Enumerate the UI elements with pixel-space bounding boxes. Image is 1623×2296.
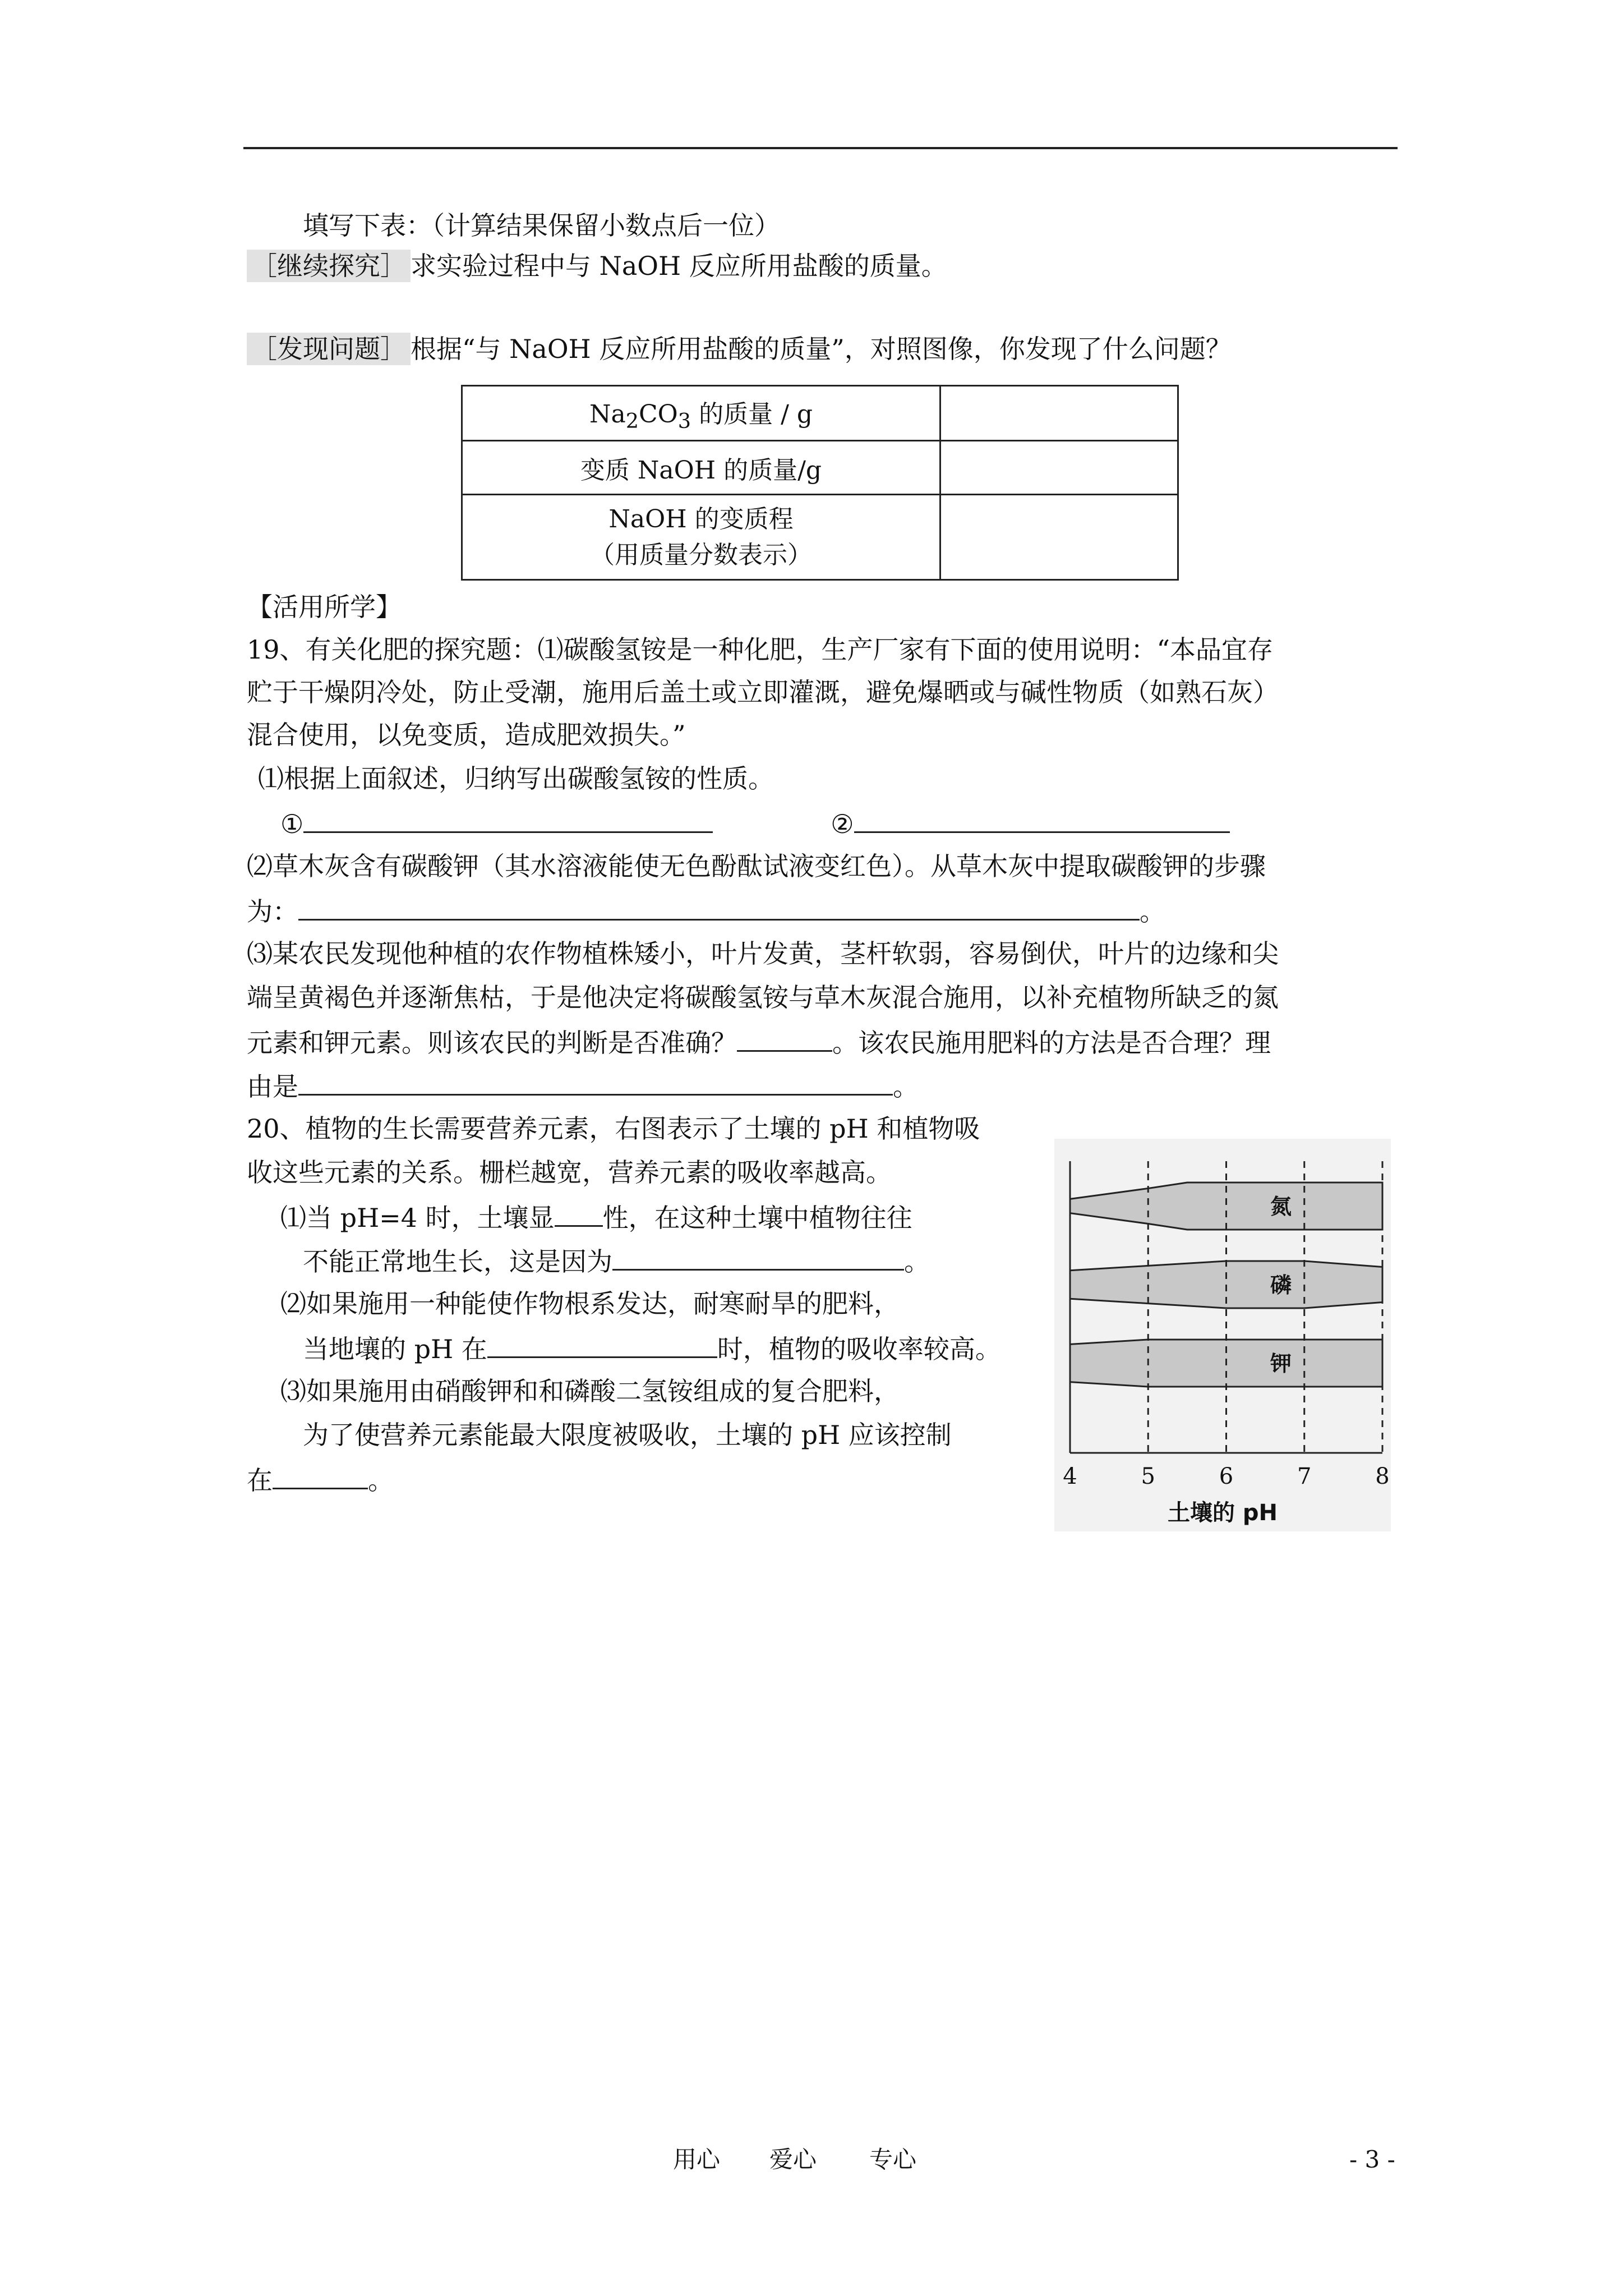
table-label-naoh-mass: 变质 NaOH 的质量/g: [462, 441, 940, 495]
p3-reason-prefix: 由是: [247, 1071, 298, 1102]
s1-suffix: 性，在这种土壤中植物往往: [602, 1203, 912, 1233]
answer-table: [461, 385, 1179, 581]
q20-sub3-line1: ⑶如果施用由硝酸钾和和磷酸二氢铵组成的复合肥料，: [280, 1376, 900, 1406]
chart-tick-label: 7: [1297, 1464, 1312, 1489]
table-answer-cell-1[interactable]: [940, 386, 1178, 441]
answer-blank-2[interactable]: [854, 806, 1230, 833]
chart-tick-label: 6: [1219, 1464, 1234, 1489]
discover-problem: [247, 332, 1232, 366]
chart-tick-label: 8: [1375, 1464, 1390, 1489]
answer-blank-ph-range[interactable]: [487, 1331, 717, 1358]
answer-blank-acidity[interactable]: [555, 1199, 603, 1227]
chart-tick-label: 5: [1141, 1464, 1155, 1489]
intro-line: 填写下表：（计算结果保留小数点后一位）: [303, 210, 780, 241]
s1b-prefix: 不能正常地生长，这是因为: [303, 1246, 612, 1277]
continue-tag: ［继续探究］: [247, 250, 411, 282]
discover-text: 根据“与 NaOH 反应所用盐酸的质量”，对照图像，你发现了什么问题？: [411, 334, 1232, 364]
na-text: Na: [589, 399, 626, 429]
answer-blank-reason[interactable]: [298, 1068, 893, 1096]
circle-2: ②: [831, 809, 854, 839]
q19-part3-line3: [247, 1024, 1271, 1060]
table-label-na2co3: [462, 386, 940, 441]
q19-intro-2: 贮于干燥阴冷处，防止受潮，施用后盖土或立即灌溉，避免爆晒或与碱性物质（如熟石灰）: [247, 677, 1279, 707]
sub-3: 3: [677, 408, 691, 433]
mass-unit-text: 的质量 / g: [691, 399, 813, 429]
q19-intro-1: 19、有关化肥的探究题：⑴碳酸氢铵是一种化肥，生产厂家有下面的使用说明：“本品宜存: [247, 634, 1274, 665]
q20-sub1b: [303, 1243, 930, 1278]
q19-part2-line2: [247, 893, 1165, 928]
footer-word-2: 爱心: [769, 2146, 817, 2173]
degree-line-2: （用质量分数表示）: [590, 540, 812, 569]
q20-sub3-line2: 为了使营养元素能最大限度被吸收，土壤的 pH 应该控制: [303, 1420, 952, 1450]
q20-sub2-line2: [303, 1331, 1001, 1366]
answer-blank-1[interactable]: [303, 806, 713, 833]
p2-prefix: 为：: [247, 896, 298, 927]
nutrient-label: 氮: [1270, 1194, 1292, 1219]
period: 。: [904, 1246, 930, 1277]
q20-sub1: [280, 1199, 912, 1235]
nutrient-label: 磷: [1270, 1273, 1292, 1297]
q20-sub2-line1: ⑵如果施用一种能使作物根系发达，耐寒耐旱的肥料，: [280, 1289, 900, 1319]
table-label-naoh-degree: [462, 495, 940, 580]
q19-answers: [280, 806, 1230, 841]
table-row: [462, 441, 1178, 495]
answer-blank-cause[interactable]: [612, 1243, 904, 1271]
continue-explore: [247, 249, 947, 283]
table-row: [462, 495, 1178, 580]
soil-ph-nutrient-chart: [1054, 1139, 1391, 1531]
q19-part2-line1: ⑵草木灰含有碳酸钾（其水溶液能使无色酚酞试液变红色）。从草木灰中提取碳酸钾的步骤: [247, 851, 1266, 881]
q19-part1: ⑴根据上面叙述，归纳写出碳酸氢铵的性质。: [258, 763, 774, 794]
period: 。: [368, 1465, 394, 1496]
co-text: CO: [639, 399, 678, 429]
sub-2: 2: [625, 408, 639, 433]
q20-line2: 收这些元素的关系。栅栏越宽，营养元素的吸收率越高。: [247, 1157, 892, 1188]
footer-word-3: 专心: [869, 2146, 917, 2173]
header-rule: [243, 147, 1398, 149]
answer-blank-steps[interactable]: [298, 893, 1140, 921]
degree-line-1: NaOH 的变质程: [608, 504, 794, 533]
p3-question: 元素和钾元素。则该农民的判断是否准确？: [247, 1028, 737, 1058]
q19-intro-3: 混合使用，以免变质，造成肥效损失。”: [247, 720, 686, 750]
nutrient-label: 钾: [1270, 1351, 1292, 1376]
page-number: - 3 -: [1349, 2146, 1395, 2173]
footer-word-1: 用心: [673, 2146, 721, 2173]
s3-prefix: 在: [247, 1465, 273, 1496]
table-row: [462, 386, 1178, 441]
q20-line1: 20、植物的生长需要营养元素，右图表示了土壤的 pH 和植物吸: [247, 1114, 980, 1144]
chart-tick-label: 4: [1063, 1464, 1077, 1489]
q19-part3-line1: ⑶某农民发现他种植的农作物植株矮小，叶片发黄，茎杆软弱，容易倒伏，叶片的边缘和尖: [247, 938, 1279, 969]
answer-blank-judgement[interactable]: [737, 1024, 832, 1052]
period: 。: [1140, 896, 1165, 927]
chart-x-label: 土壤的 pH: [1167, 1500, 1278, 1526]
table-answer-cell-2[interactable]: [940, 441, 1178, 495]
period: 。: [893, 1071, 919, 1102]
p3-question-2: 。该农民施用肥料的方法是否合理？理: [832, 1028, 1271, 1058]
q19-part3-line4: [247, 1068, 919, 1103]
continue-text: 求实验过程中与 NaOH 反应所用盐酸的质量。: [411, 251, 947, 281]
table-answer-cell-3[interactable]: [940, 495, 1178, 580]
section-heading: 【活用所学】: [247, 592, 402, 622]
discover-tag: ［发现问题］: [247, 333, 411, 365]
answer-blank-ph-control[interactable]: [273, 1462, 368, 1489]
q20-sub3-line3: [247, 1462, 394, 1497]
s2-suffix: 时，植物的吸收率较高。: [717, 1334, 1001, 1364]
q19-part3-line2: 端呈黄褐色并逐渐焦枯，于是他决定将碳酸氢铵与草木灰混合施用，以补充植物所缺乏的氮: [247, 982, 1279, 1013]
s2-prefix: 当地壤的 pH 在: [303, 1334, 487, 1364]
circle-1: ①: [280, 809, 304, 839]
s1-prefix: ⑴当 pH=4 时，土壤显: [280, 1203, 555, 1233]
